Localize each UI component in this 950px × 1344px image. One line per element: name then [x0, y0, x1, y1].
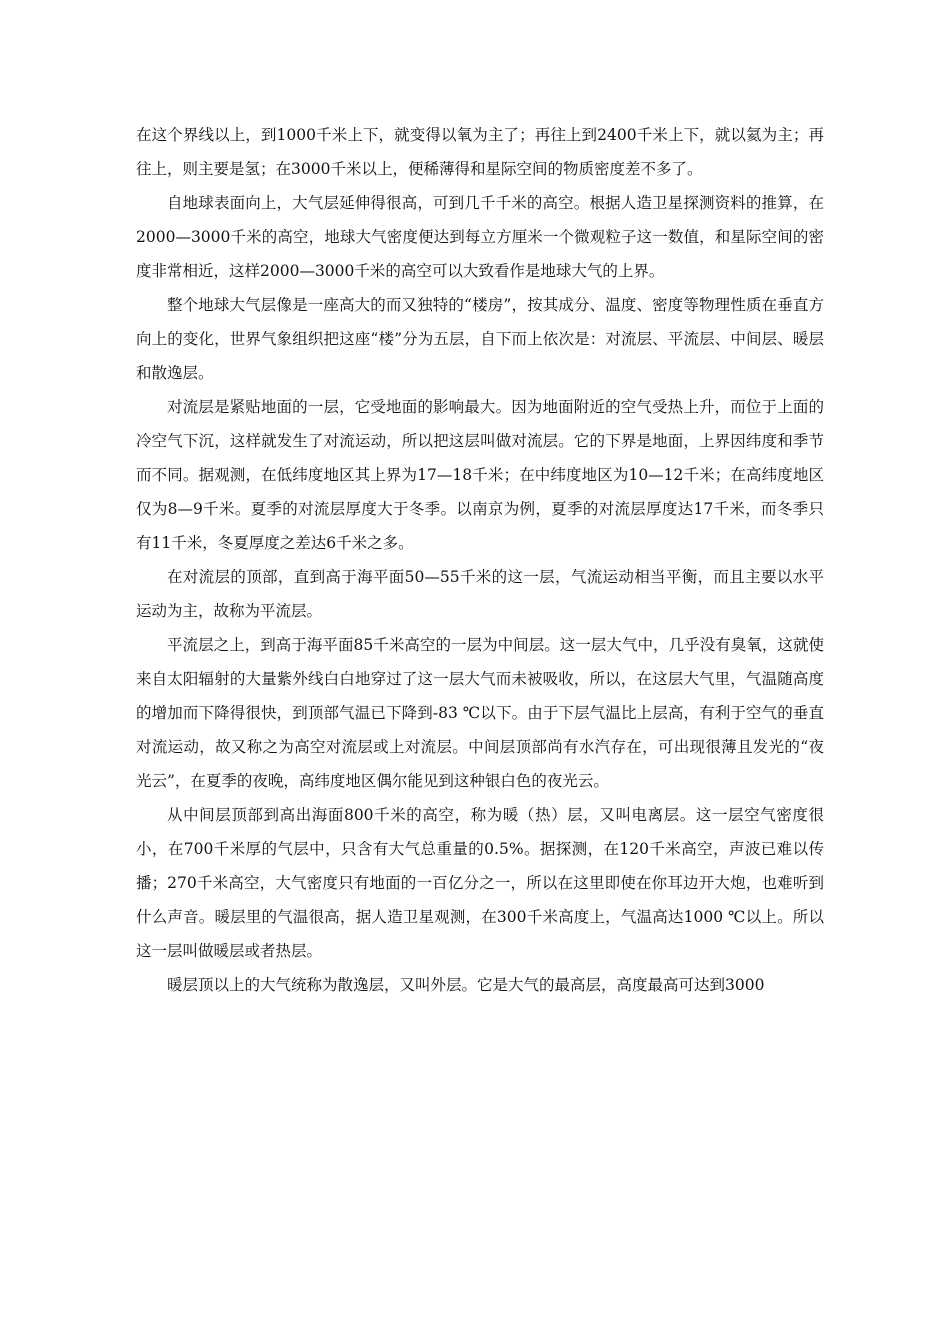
paragraph-8: 暖层顶以上的大气统称为散逸层，又叫外层。它是大气的最高层，高度最高可达到3000 — [167, 976, 765, 994]
document-body — [136, 118, 824, 1002]
paragraph-6: 平流层之上，到高于海平面85千米高空的一层为中间层。这一层大气中，几乎没有臭氧，这就使来自太阳辐射的大量紫外线白白地穿过了这一层大气而未被吸收，所以，在这层大气里，气温随高度的增加而下降得很快，到顶部气温已下降到-83 ℃以下。由于下层气温比上层高，有利于空气的垂直对流运动，故又称之为高空对流层或上对流层。中间层顶部尚有水汽存在，可出现很薄且发光的“夜光云”，在夏季的夜晚，高纬度地区偶尔能见到这种银白色的夜光云。 — [136, 636, 824, 790]
paragraph-2: 自地球表面向上，大气层延伸得很高，可到几千千米的高空。根据人造卫星探测资料的推算，在2000—3000千米的高空，地球大气密度便达到每立方厘米一个微观粒子这一数值，和星际空间的密度非常相近，这样2000—3000千米的高空可以大致看作是地球大气的上界。 — [136, 194, 824, 280]
paragraph-1: 在这个界线以上，到1000千米上下，就变得以氧为主了；再往上到2400千米上下，就以氦为主；再往上，则主要是氢；在3000千米以上，便稀薄得和星际空间的物质密度差不多了。 — [136, 126, 824, 178]
paragraph-3: 整个地球大气层像是一座高大的而又独特的“楼房”，按其成分、温度、密度等物理性质在垂直方向上的变化，世界气象组织把这座“楼”分为五层，自下而上依次是：对流层、平流层、中间层、暖层和散逸层。 — [136, 296, 824, 382]
paragraph-7: 从中间层顶部到高出海面800千米的高空，称为暖（热）层，又叫电离层。这一层空气密度很小，在700千米厚的气层中，只含有大气总重量的0.5%。据探测，在120千米高空，声波已难以传播；270千米高空，大气密度只有地面的一百亿分之一，所以在这里即使在你耳边开大炮，也难听到什么声音。暖层里的气温很高，据人造卫星观测，在300千米高度上，气温高达1000 ℃以上。所以这一层叫做暖层或者热层。 — [136, 806, 824, 960]
paragraph-5: 在对流层的顶部，直到高于海平面50—55千米的这一层，气流运动相当平衡，而且主要以水平运动为主，故称为平流层。 — [136, 568, 824, 620]
paragraph-4: 对流层是紧贴地面的一层，它受地面的影响最大。因为地面附近的空气受热上升，而位于上面的冷空气下沉，这样就发生了对流运动，所以把这层叫做对流层。它的下界是地面，上界因纬度和季节而不同。据观测，在低纬度地区其上界为17—18千米；在中纬度地区为10—12千米；在高纬度地区仅为8—9千米。夏季的对流层厚度大于冬季。以南京为例，夏季的对流层厚度达17千米，而冬季只有11千米，冬夏厚度之差达6千米之多。 — [136, 398, 824, 552]
